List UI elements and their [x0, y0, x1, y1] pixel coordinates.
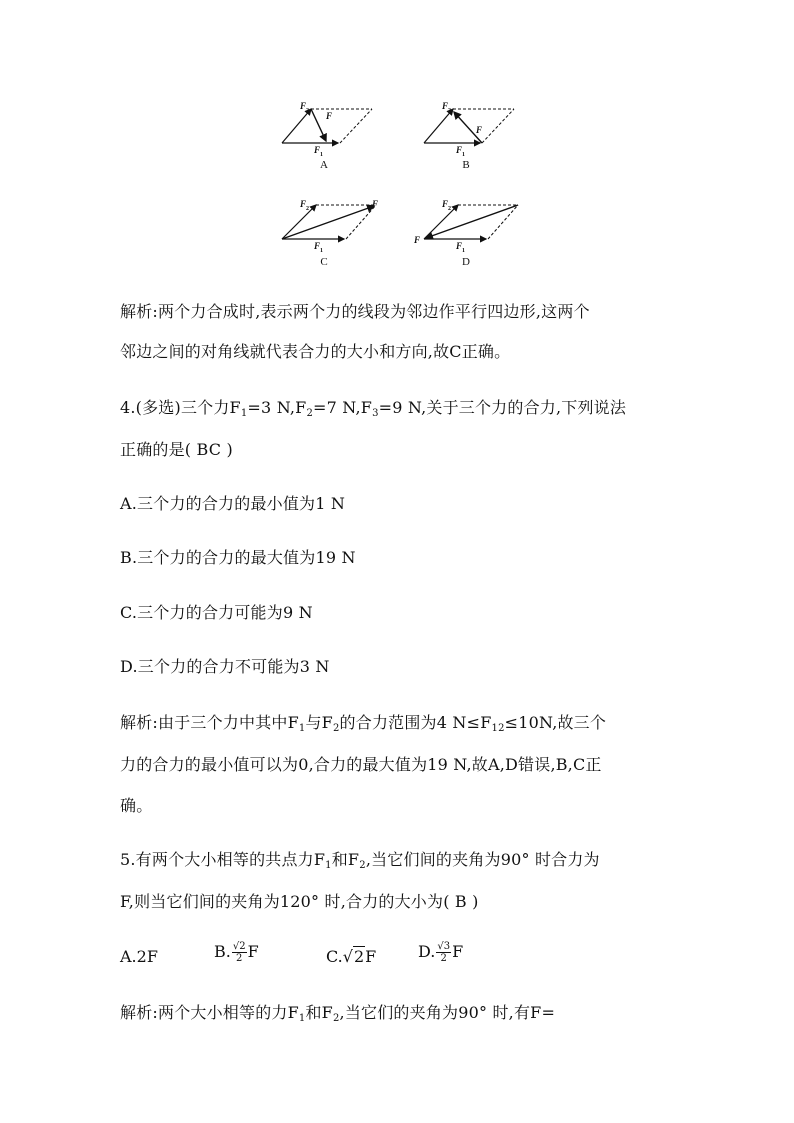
q4-analysis-line-3: 确。 [120, 796, 153, 815]
parallelogram-diagram-b [420, 101, 520, 146]
q5-stem-line-2: F,则当它们间的夹角为120° 时,合力的大小为( B ) [120, 892, 479, 911]
q4-option-d: D.三个力的合力不可能为3 N [120, 657, 330, 676]
label-f1: $F_1$ [314, 145, 324, 158]
q4-option-b: B.三个力的合力的最大值为19 N [120, 548, 356, 567]
q5-option-d: D. $\frac{√3}{2}$ F [418, 941, 464, 964]
label-f1: $F_1$ [314, 241, 324, 254]
q3-analysis-line-1: 解析:两个力合成时,表示两个力的线段为邻边作平行四边形,这两个 [120, 302, 590, 321]
figure-caption: B [462, 159, 470, 171]
q4-stem-line-2: 正确的是( BC ) [120, 440, 233, 459]
figure-caption: C [320, 256, 328, 268]
figure-caption: D [462, 256, 470, 268]
label-f1: $F_1$ [456, 145, 466, 158]
q4-stem-line-1: 4.(多选)三个力$F_1=3$ $N,F_2=7$ $N,F_3=9$ N,关于三个力的合力,下列说法 [120, 398, 627, 419]
label-f: F [476, 125, 483, 135]
q5-option-a: A.2F [120, 947, 158, 966]
label-f2: $F_2$ [300, 199, 310, 212]
figure-b [420, 101, 520, 174]
label-f: F [372, 199, 379, 209]
label-f1: $F_1$ [456, 241, 466, 254]
q4-analysis-line-1: 解析:由于三个力中其中$F_1$与$F_2$的合力范围为4 $N\le F_{12}\le 10N$,故三个 [120, 713, 607, 734]
label-f2: $F_2$ [300, 101, 310, 114]
q5-stem-line-1: 5.有两个大小相等的共点力$F_1$和$F_2$,当它们间的夹角为90° 时合力为 [120, 850, 600, 871]
q5-analysis-line-1: 解析:两个大小相等的力$F_1$和$F_2$,当它们的夹角为90° 时,有F= [120, 1003, 556, 1024]
q5-option-c: C.√2F [326, 947, 377, 966]
label-f: F [326, 111, 333, 121]
figure-caption: A [320, 159, 328, 171]
label-f2: $F_2$ [442, 101, 452, 114]
parallelogram-diagram-d [420, 198, 530, 242]
q4-option-a: A.三个力的合力的最小值为1 N [120, 494, 346, 513]
label-f2: $F_2$ [442, 199, 452, 212]
label-f: F [414, 235, 421, 245]
q5-option-b: B. $\frac{√2}{2}$ F [214, 941, 259, 964]
figure-d [414, 198, 530, 270]
q3-analysis-line-2: 邻边之间的对角线就代表合力的大小和方向,故C正确。 [120, 342, 511, 361]
q4-option-c: C.三个力的合力可能为9 N [120, 603, 313, 622]
figure-a [278, 101, 378, 174]
q4-analysis-line-2: 力的合力的最小值可以为0,合力的最大值为19 N,故A,D错误,B,C正 [120, 755, 602, 774]
figure-c [278, 198, 388, 270]
